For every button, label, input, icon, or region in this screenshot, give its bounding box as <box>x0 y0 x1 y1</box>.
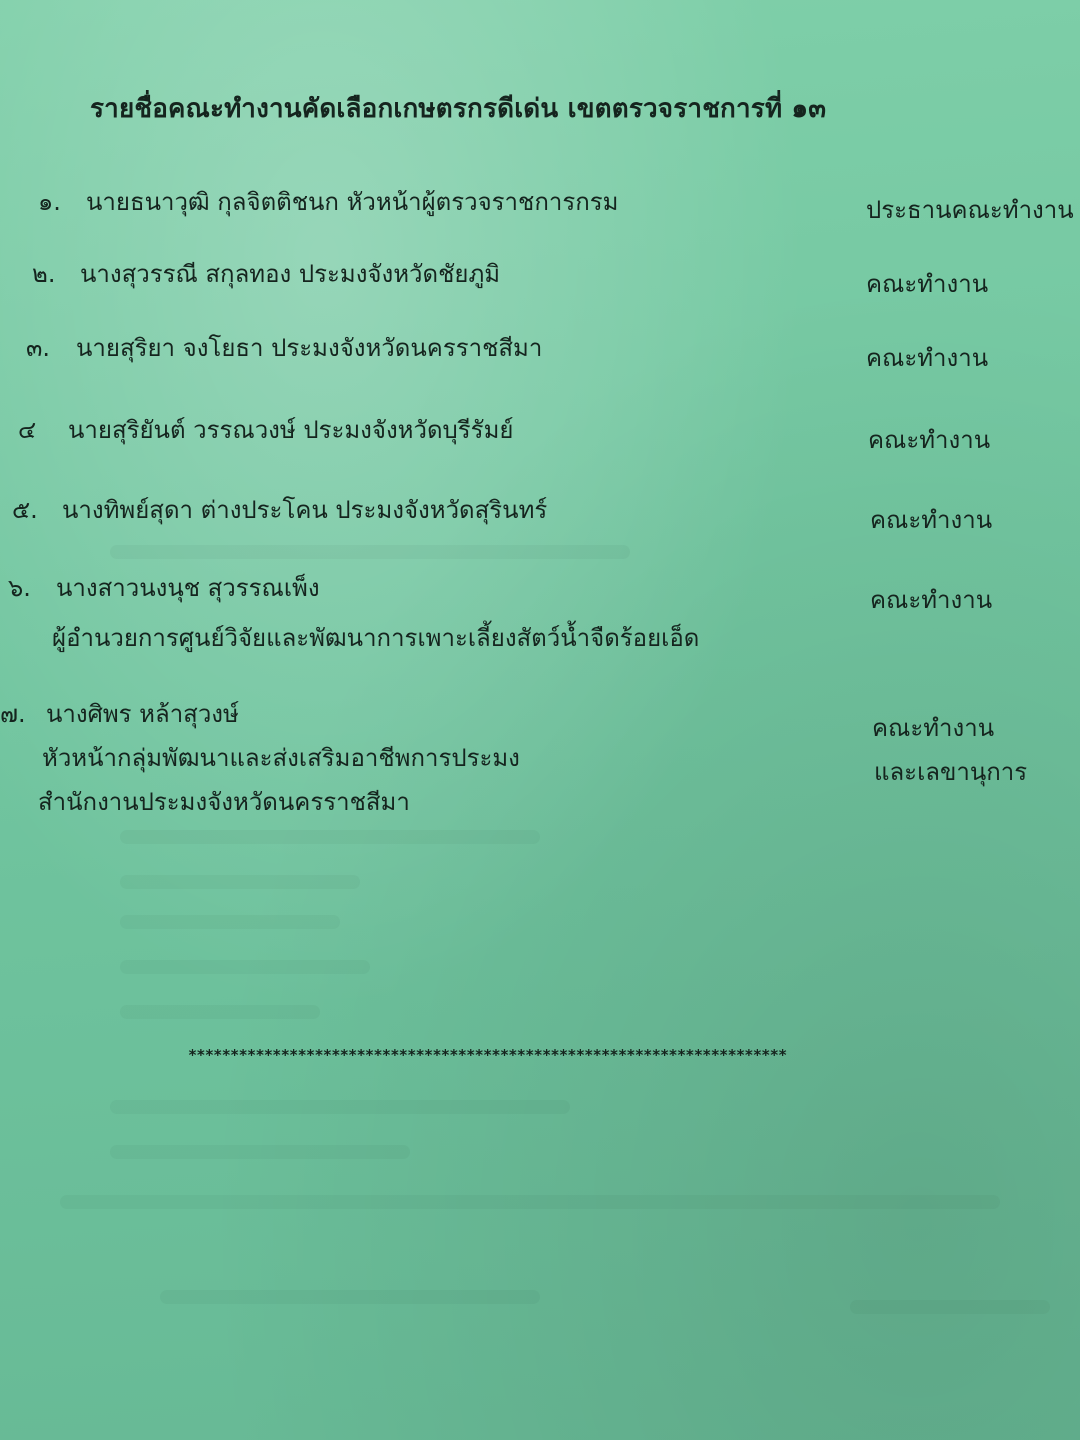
member-name-line: นายธนาวุฒิ กุลจิตติชนก หัวหน้าผู้ตรวจราชการกรม <box>86 188 619 216</box>
bleed-through-line <box>120 915 340 929</box>
member-name-line: นางศิพร หล้าสุวงษ์ <box>46 700 239 728</box>
bleed-through-line <box>120 1005 320 1019</box>
bleed-through-line <box>110 1145 410 1159</box>
bleed-through-line <box>110 545 630 559</box>
member-role: คณะทำงาน <box>866 270 989 298</box>
member-name-line: นางสาวนงนุช สุวรรณเพ็ง <box>56 574 320 602</box>
bleed-through-line <box>60 1195 1000 1209</box>
member-role: คณะทำงาน <box>866 344 989 372</box>
member-role: คณะทำงาน <box>870 586 993 614</box>
member-name-line: นางสุวรรณี สกุลทอง ประมงจังหวัดชัยภูมิ <box>80 260 501 288</box>
member-role: ประธานคณะทำงาน <box>866 196 1074 224</box>
bleed-through-line <box>110 1100 570 1114</box>
member-office-line: สำนักงานประมงจังหวัดนครราชสีมา <box>38 788 410 816</box>
member-name-line: นางทิพย์สุดา ต่างประโคน ประมงจังหวัดสุรินทร์ <box>62 496 548 524</box>
member-role: คณะทำงาน <box>870 506 993 534</box>
bleed-through-line <box>160 1290 540 1304</box>
bleed-through-line <box>120 830 540 844</box>
member-name-line: นายสุริยา จงโยธา ประมงจังหวัดนครราชสีมา <box>76 334 543 362</box>
bleed-through-line <box>850 1300 1050 1314</box>
end-of-list-divider: *********************************************************************** <box>188 1046 787 1064</box>
member-number: ๖. <box>8 574 31 602</box>
member-number: ๕. <box>12 496 38 524</box>
document-title: รายชื่อคณะทำงานคัดเลือกเกษตรกรดีเด่น เขตตรวจราชการที่ ๑๓ <box>90 94 827 124</box>
member-role: คณะทำงาน <box>872 714 995 742</box>
member-number: ๗. <box>0 700 26 728</box>
member-role-secondary: และเลขานุการ <box>874 758 1028 786</box>
bleed-through-line <box>120 875 360 889</box>
member-name-line: นายสุริยันต์ วรรณวงษ์ ประมงจังหวัดบุรีรัมย์ <box>68 416 514 444</box>
member-role: คณะทำงาน <box>868 426 991 454</box>
member-position-line: หัวหน้ากลุ่มพัฒนาและส่งเสริมอาชีพการประมง <box>42 744 520 772</box>
member-number: ๑. <box>38 188 61 216</box>
member-number: ๒. <box>32 260 56 288</box>
member-number: ๔ <box>18 416 37 444</box>
member-number: ๓. <box>26 334 51 362</box>
member-position-line: ผู้อำนวยการศูนย์วิจัยและพัฒนาการเพาะเลี้ยงสัตว์น้ำจืดร้อยเอ็ด <box>52 624 700 652</box>
bleed-through-line <box>120 960 370 974</box>
